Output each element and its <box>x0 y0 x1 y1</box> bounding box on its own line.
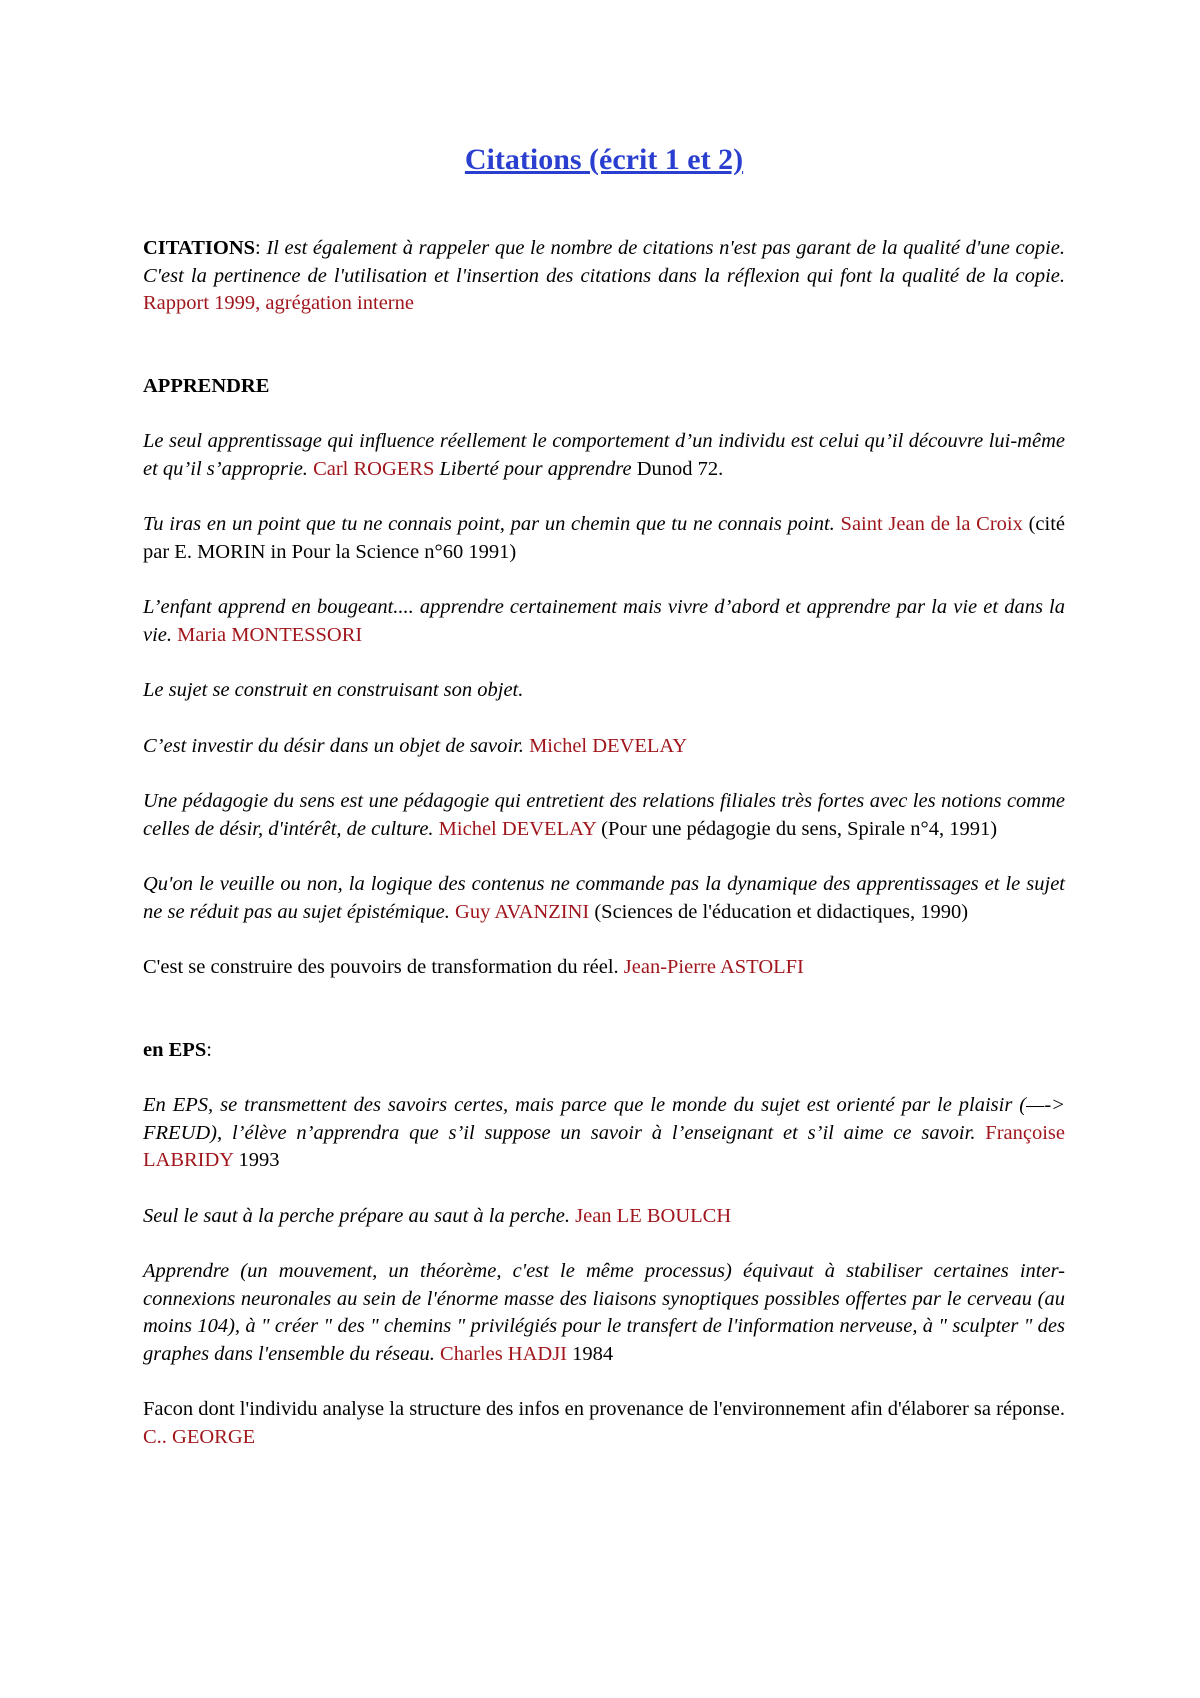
section-heading-eps <box>143 1037 1065 1065</box>
intro-sep: : <box>255 237 267 259</box>
citation <box>143 871 1065 926</box>
citation-extra: (cité par E. MORIN in Pour la Science n°60 1991) <box>143 513 1066 563</box>
citation-quote: En EPS, se transmettent des savoirs certes, mais parce que le monde du sujet est orienté par le plaisir (—-> FREUD), l’élève n’apprendra que s’il suppose un savoir à l’enseignant et s’il aime ce savoir. <box>143 1094 1065 1144</box>
citation <box>143 428 1065 483</box>
citation <box>143 788 1065 843</box>
citation-author: Maria MONTESSORI <box>177 623 363 646</box>
citation-extra: (Pour une pédagogie du sens, Spirale n°4, 1991) <box>601 817 998 840</box>
citation <box>143 511 1065 566</box>
citation <box>143 733 1065 761</box>
citation-quote: Le sujet se construit en construisant son objet. <box>143 679 524 701</box>
citation-plain-text: C'est se construire des pouvoirs de transformation du réel. <box>143 956 619 978</box>
intro-text: Il est également à rappeler que le nombre de citations n'est pas garant de la qualité d'une copie. C'est la pertinence de l'utilisation et l'insertion des citations dans la réflexion qui font la qualité de la copie. <box>143 237 1065 287</box>
page-title <box>143 140 1065 180</box>
citation-extra: Dunod 72. <box>636 457 724 480</box>
citation-author: Jean-Pierre ASTOLFI <box>623 956 804 978</box>
citation-work: Liberté pour apprendre <box>439 457 632 480</box>
document-page <box>143 140 1065 1451</box>
citation-author: Françoise LABRIDY <box>143 1121 1065 1171</box>
citation-author: Saint Jean de la Croix <box>840 513 1023 535</box>
intro-label: CITATIONS <box>143 237 256 259</box>
citation-author: Charles HADJI <box>440 1342 568 1365</box>
citation-author: Guy AVANZINI <box>455 900 590 923</box>
citation-quote: Seul le saut à la perche prépare au saut à la perche. <box>143 1204 570 1227</box>
section-heading-eps-text: en EPS <box>143 1038 207 1061</box>
citation <box>143 594 1065 649</box>
citation-quote: C’est investir du désir dans un objet de savoir. <box>143 734 524 757</box>
citation <box>143 1203 1065 1231</box>
intro-paragraph <box>143 235 1065 318</box>
citation <box>143 1258 1065 1368</box>
citation <box>143 1396 1065 1451</box>
citation-quote: Tu iras en un point que tu ne connais point, par un chemin que tu ne connais point. <box>143 513 835 535</box>
citation-extra: 1993 <box>238 1149 280 1171</box>
citation <box>143 954 1065 982</box>
citation-author: Michel DEVELAY <box>438 817 597 840</box>
title-link[interactable]: Citations (écrit 1 et 2) <box>464 143 744 176</box>
citation-author: Michel DEVELAY <box>529 734 688 757</box>
section-heading-apprendre: APPRENDRE <box>143 374 270 397</box>
citation <box>143 1092 1065 1175</box>
citation-author: Carl ROGERS <box>313 457 435 480</box>
citation-quote: Le seul apprentissage qui influence réellement le comportement d’un individu est celui qu’il découvre lui-même et qu’il s’approprie. <box>143 430 1065 480</box>
citation-quote: Qu'on le veuille ou non, la logique des contenus ne commande pas la dynamique des apprentissages et le sujet ne se réduit pas au sujet épistémique. <box>143 873 1065 923</box>
citation-quote: L’enfant apprend en bougeant.... apprendre certainement mais vivre d’abord et apprendre par la vie et dans la vie. <box>143 596 1065 646</box>
citation-quote: Une pédagogie du sens est une pédagogie qui entretient des relations filiales très fortes avec les notions comme celles de désir, d'intérêt, de culture. <box>143 790 1065 840</box>
citation-author: Jean LE BOULCH <box>575 1204 732 1227</box>
citation <box>143 677 1065 705</box>
citation-extra: (Sciences de l'éducation et didactiques, 1990) <box>594 900 969 923</box>
citation-quote: Apprendre (un mouvement, un théorème, c'est le même processus) équivaut à stabiliser certaines inter-connexions neuronales au sein de l'énorme masse des liaisons synoptiques possibles offertes par le cerveau (au moins 104), à " créer " des " chemins " privilégiés pour le transfert de l'information nerveuse, à " sculpter " des graphes dans l'ensemble du réseau. <box>143 1260 1065 1365</box>
intro-source: Rapport 1999, agrégation interne <box>143 292 414 314</box>
citation-plain-text: Facon dont l'individu analyse la structure des infos en provenance de l'environnement afin d'élaborer sa réponse. <box>143 1398 1065 1420</box>
citation-extra: 1984 <box>572 1342 614 1365</box>
citation-author: C.. GEORGE <box>143 1425 256 1448</box>
section-heading-eps-suffix: : <box>206 1038 212 1061</box>
